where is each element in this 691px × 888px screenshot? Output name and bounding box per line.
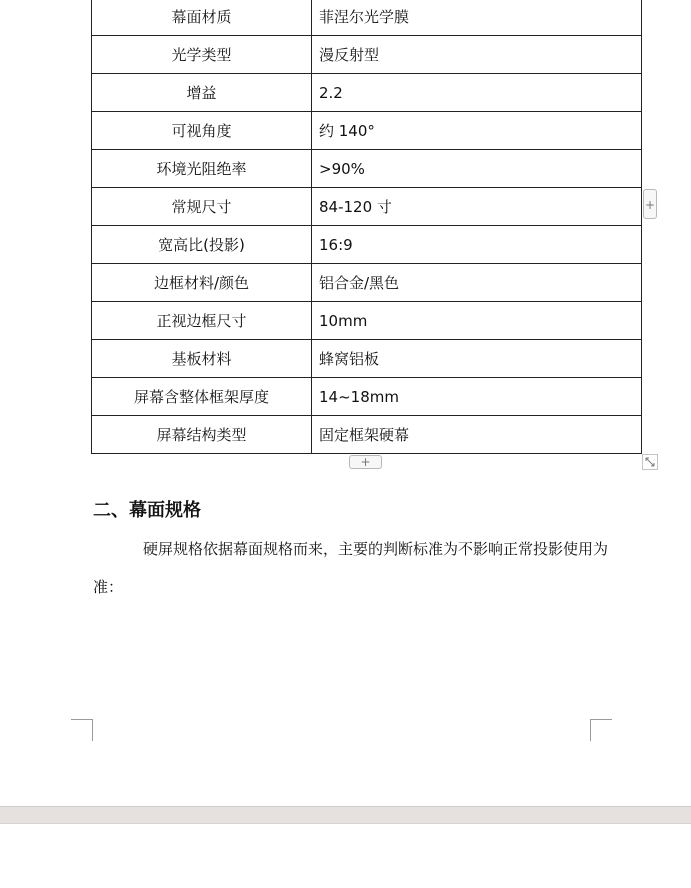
value-cell[interactable]: 84-120 寸 xyxy=(312,188,642,226)
value-cell[interactable]: 漫反射型 xyxy=(312,36,642,74)
add-row-button[interactable] xyxy=(349,455,382,469)
add-column-button[interactable] xyxy=(643,189,657,219)
value-cell[interactable]: 10mm xyxy=(312,302,642,340)
table-row xyxy=(92,416,642,454)
section-heading: 二、幕面规格 xyxy=(93,500,201,521)
value-cell[interactable]: 固定框架硬幕 xyxy=(312,416,642,454)
spec-table-body xyxy=(92,0,642,454)
param-cell[interactable]: 屏幕结构类型 xyxy=(92,416,312,454)
value-cell[interactable]: 菲涅尔光学膜 xyxy=(312,0,642,36)
table-row xyxy=(92,0,642,36)
table-row xyxy=(92,74,642,112)
param-cell[interactable]: 正视边框尺寸 xyxy=(92,302,312,340)
param-cell[interactable]: 环境光阻绝率 xyxy=(92,150,312,188)
param-cell[interactable]: 边框材料/颜色 xyxy=(92,264,312,302)
table-row xyxy=(92,36,642,74)
table-row xyxy=(92,112,642,150)
table-row xyxy=(92,302,642,340)
param-cell[interactable]: 常规尺寸 xyxy=(92,188,312,226)
value-cell[interactable]: 14~18mm xyxy=(312,378,642,416)
value-cell[interactable]: 16:9 xyxy=(312,226,642,264)
plus-icon: + xyxy=(360,455,371,469)
table-row xyxy=(92,378,642,416)
param-cell[interactable]: 宽高比(投影) xyxy=(92,226,312,264)
section-paragraph: 硬屏规格依据幕面规格而来，主要的判断标准为不影响正常投影使用为准： xyxy=(93,540,609,596)
param-cell[interactable]: 屏幕含整体框架厚度 xyxy=(92,378,312,416)
table-row xyxy=(92,264,642,302)
value-cell[interactable]: 蜂窝铝板 xyxy=(312,340,642,378)
table-row xyxy=(92,188,642,226)
value-cell[interactable]: 2.2 xyxy=(312,74,642,112)
margin-corner-mark-right xyxy=(590,719,612,741)
page-separator xyxy=(0,806,691,824)
param-cell[interactable]: 增益 xyxy=(92,74,312,112)
next-page xyxy=(0,824,691,888)
value-cell[interactable]: >90% xyxy=(312,150,642,188)
param-cell[interactable]: 光学类型 xyxy=(92,36,312,74)
table-row xyxy=(92,150,642,188)
table-row xyxy=(92,340,642,378)
param-cell[interactable]: 可视角度 xyxy=(92,112,312,150)
param-cell[interactable]: 幕面材质 xyxy=(92,0,312,36)
plus-icon: + xyxy=(644,198,656,212)
value-cell[interactable]: 铝合金/黑色 xyxy=(312,264,642,302)
margin-corner-mark-left xyxy=(71,719,93,741)
value-cell[interactable]: 约 140° xyxy=(312,112,642,150)
resize-diagonal-icon[interactable] xyxy=(642,454,658,470)
param-cell[interactable]: 基板材料 xyxy=(92,340,312,378)
spec-table xyxy=(91,0,642,454)
table-row xyxy=(92,226,642,264)
